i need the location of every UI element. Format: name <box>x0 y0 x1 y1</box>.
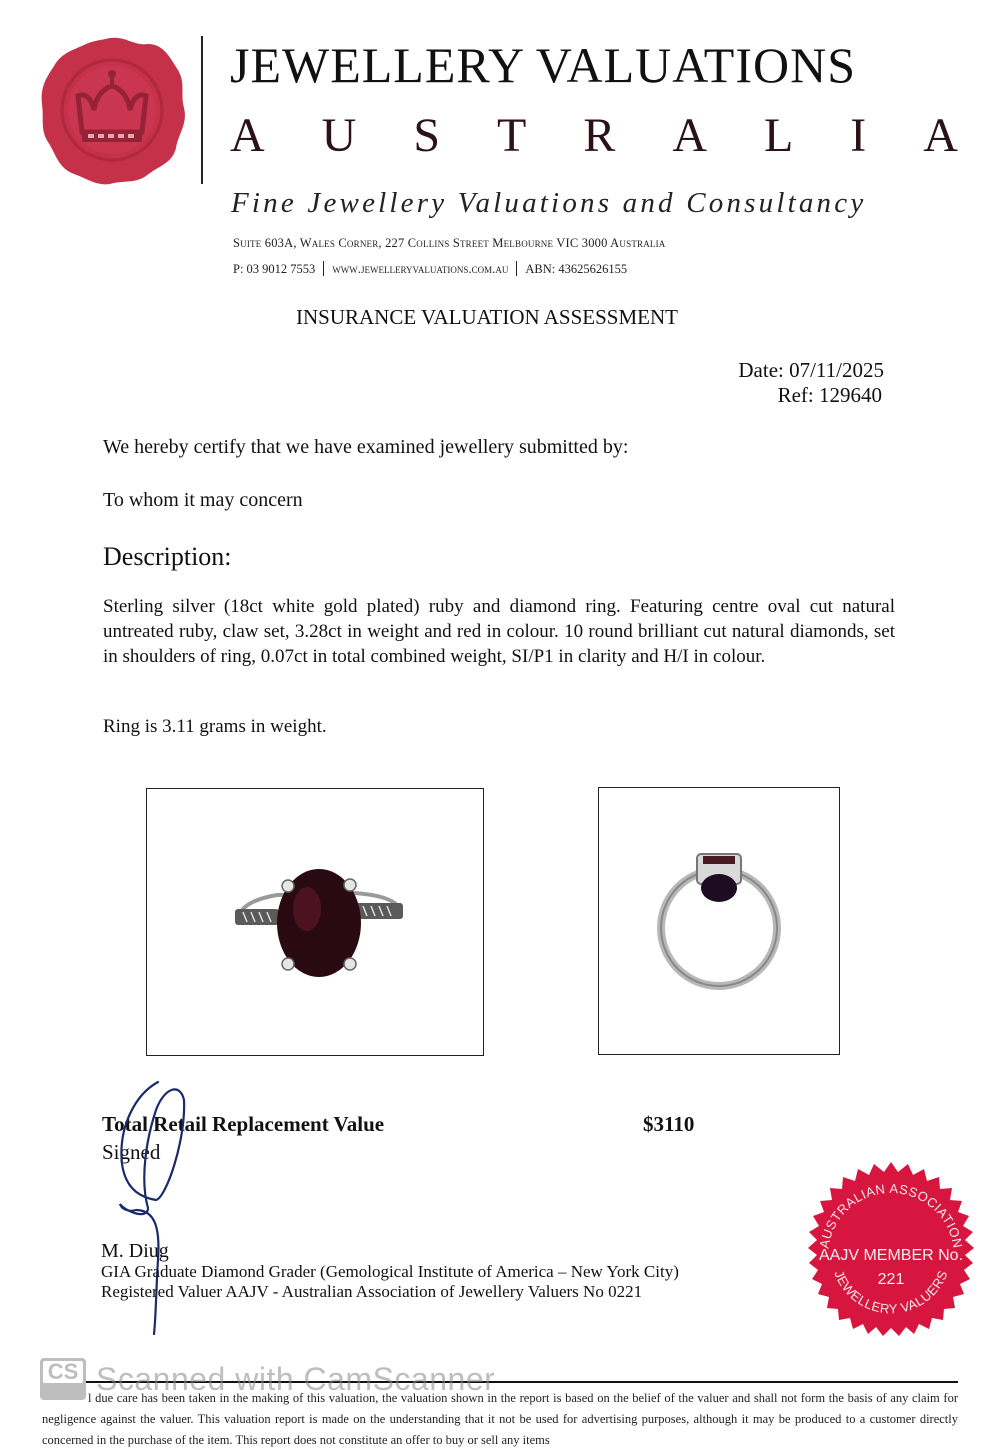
brand-tagline: Fine Jewellery Valuations and Consultancy <box>231 187 867 219</box>
recipient: To whom it may concern <box>103 489 303 511</box>
document-meta <box>738 358 884 408</box>
certification-intro: We hereby certify that we have examined jewellery submitted by: <box>103 436 629 458</box>
separator <box>323 261 324 276</box>
signer-credential-aajv: Registered Valuer AAJV - Australian Association of Jewellery Valuers No 0221 <box>101 1282 643 1301</box>
separator <box>516 261 517 276</box>
ring-side-photo <box>598 787 840 1055</box>
company-address: Suite 603A, Wales Corner, 227 Collins Street Melbourne VIC 3000 Australia <box>233 236 666 250</box>
header-divider <box>201 36 203 184</box>
brand-country <box>230 109 958 162</box>
seal-member-line: AAJV MEMBER No. <box>818 1247 964 1264</box>
seal-top-arc: AUSTRALIAN ASSOCIATION <box>816 1180 966 1250</box>
camscanner-logo-icon: CS <box>40 1358 86 1400</box>
country-letter: L <box>763 109 794 162</box>
watermark-text: Scanned with CamScanner <box>96 1360 496 1397</box>
ring-front-photo <box>146 788 484 1056</box>
disclaimer-text: l due care has been taken in the making of this valuation, the valuation shown in the report is based on the belief of the valuer and shall not form the basis of any claim for negligence against the valuer. This valuation report is made on the understanding that it not be used for advertising purposes, although it may be produced to a customer directly concerned in the purchase of the item. This report does not constitute an offer to buy or sell any items <box>42 1391 958 1447</box>
abn-number: ABN: 43625626155 <box>525 262 628 276</box>
seal-member-number: 221 <box>877 1271 905 1288</box>
signed-label: Signed <box>102 1140 161 1164</box>
signer-credential-gia: GIA Graduate Diamond Grader (Gemological Institute of America – New York City) <box>101 1262 679 1281</box>
ruby-ring-front-image <box>147 789 483 1055</box>
document-title: INSURANCE VALUATION ASSESSMENT <box>296 305 678 329</box>
country-letter: T <box>497 109 527 162</box>
description-text: Sterling silver (18ct white gold plated) ruby and diamond ring. Featuring centre oval cut natural untreated ruby, claw set, 3.28ct in weight and red in colour. 10 round brilliant cut natural diamonds, set in shoulders of ring, 0.07ct in total combined weight, SI/P1 in clarity and H/I in colour. <box>103 596 895 667</box>
country-letter: U <box>321 109 357 162</box>
total-value-label: Total Retail Replacement Value <box>102 1112 385 1136</box>
country-letter: I <box>850 109 867 162</box>
country-letter: A <box>672 109 707 162</box>
country-letter: A <box>230 109 265 162</box>
website-link[interactable]: www.jewelleryvaluations.com.au <box>332 261 509 276</box>
phone-number: P: 03 9012 7553 <box>233 262 316 276</box>
wax-seal-crown-icon <box>38 34 186 186</box>
aajv-member-seal-icon <box>798 1160 984 1346</box>
country-letter: A <box>923 109 958 162</box>
brand-title: JEWELLERY VALUATIONS <box>230 37 857 93</box>
country-letter: R <box>583 109 616 162</box>
camscanner-watermark <box>40 1358 495 1400</box>
document-ref: Ref: 129640 <box>777 383 882 407</box>
ruby-ring-side-image <box>599 788 839 1054</box>
total-value-amount: $3110 <box>643 1112 695 1136</box>
contact-line <box>233 261 627 277</box>
signer-credentials <box>101 1262 679 1302</box>
ring-weight: Ring is 3.11 grams in weight. <box>103 716 327 737</box>
seal-bottom-arc: JEWELLERY VALUERS <box>831 1268 951 1317</box>
signer-name: M. Diug <box>101 1240 169 1262</box>
description-heading: Description: <box>103 542 232 571</box>
document-date: Date: 07/11/2025 <box>738 358 884 382</box>
country-letter: S <box>413 109 441 162</box>
